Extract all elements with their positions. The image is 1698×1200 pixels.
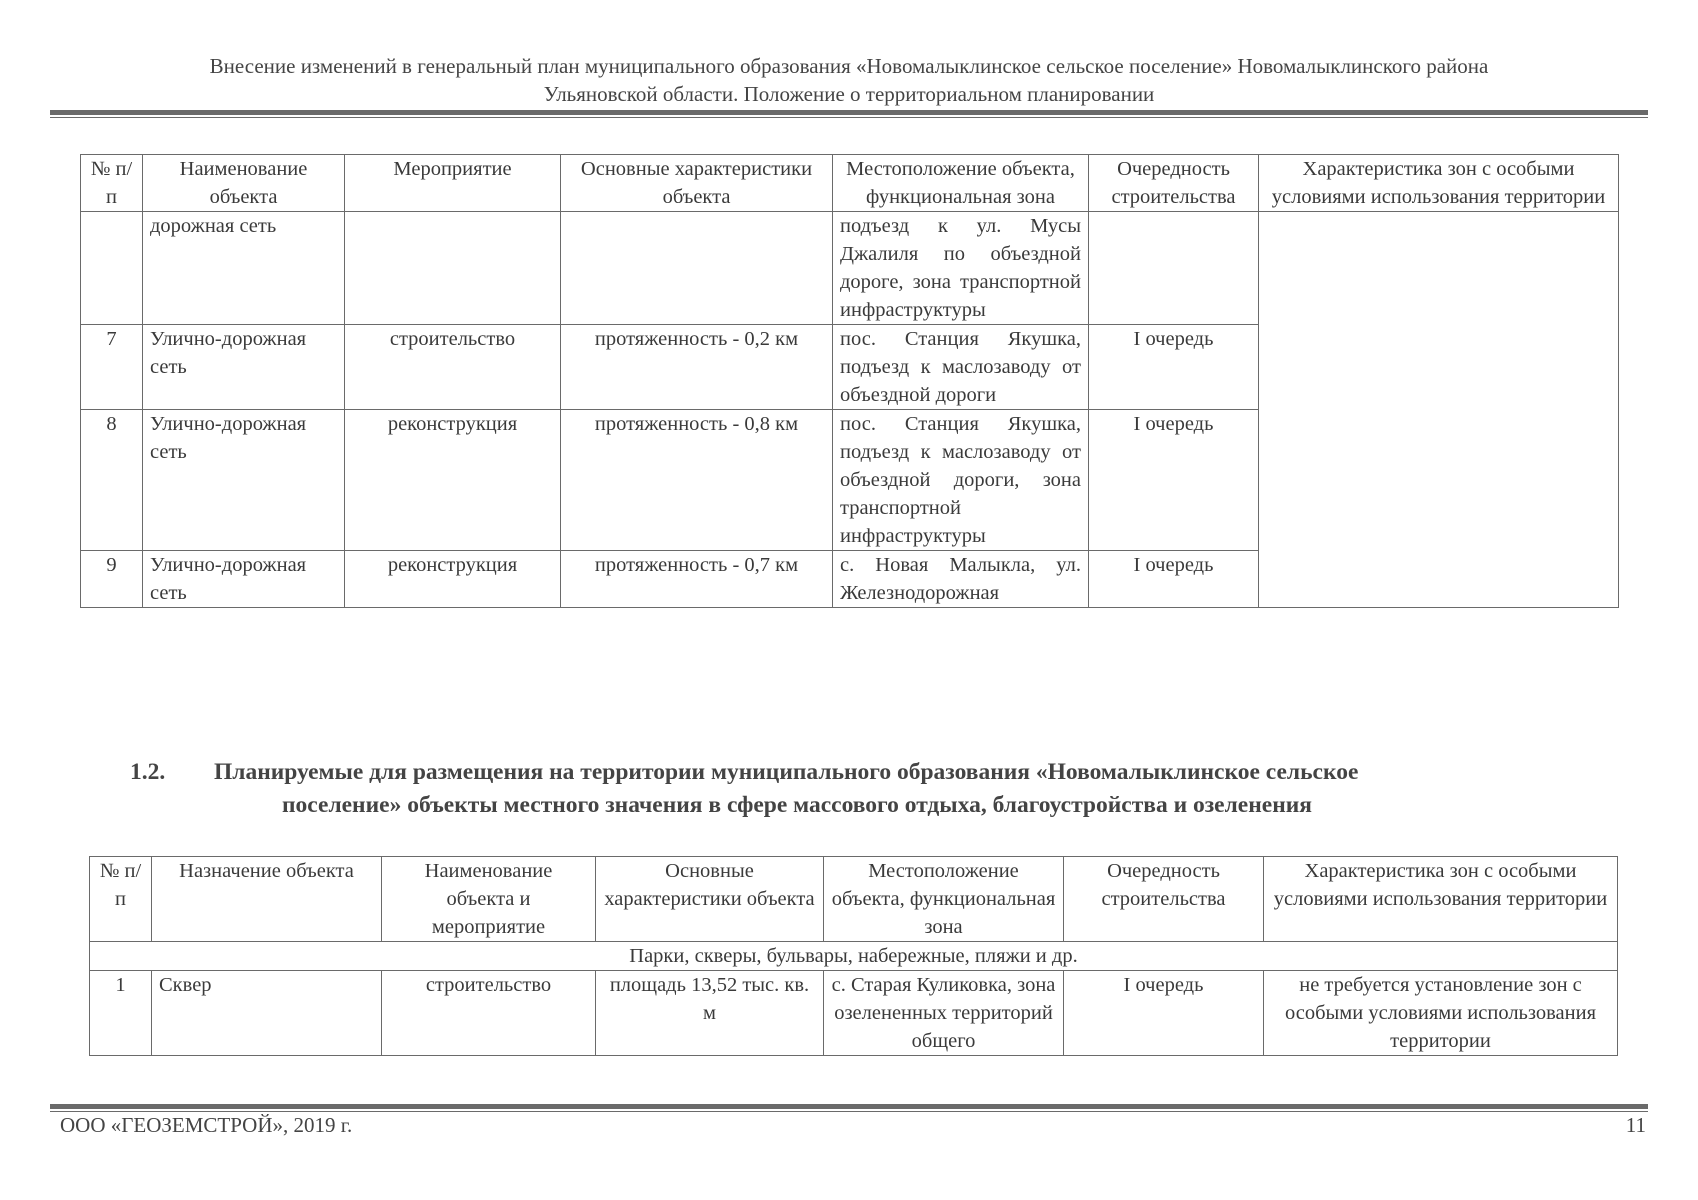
column-header: Мероприятие (345, 155, 561, 212)
section-heading (130, 756, 1600, 822)
cell-num: 7 (81, 325, 143, 410)
column-header: Основные характеристики объекта (596, 857, 824, 942)
cell-order: I очередь (1089, 325, 1259, 410)
cell-location: пос. Станция Якушка, подъезд к маслозаводу от объездной дороги (833, 325, 1089, 410)
cell-chars: протяженность - 0,7 км (561, 551, 833, 608)
page-number: 11 (1625, 1113, 1646, 1137)
section-number: 1.2. (130, 759, 166, 785)
cell-chars: площадь 13,52 тыс. кв. м (596, 971, 824, 1056)
header-rule (50, 110, 1648, 118)
cell-location: с. Новая Малыкла, ул. Железнодорожная (833, 551, 1089, 608)
cell-num: 8 (81, 410, 143, 551)
cell-name: Улично-дорожная сеть (143, 325, 345, 410)
column-header: Наименование объекта (143, 155, 345, 212)
cell-event: реконструкция (345, 410, 561, 551)
column-header: Назначение объекта (152, 857, 382, 942)
section-title-line-1: Планируемые для размещения на территории муниципального образования «Новомалыклинское сельское (214, 759, 1359, 785)
footer-company: ООО «ГЕОЗЕМСТРОЙ», 2019 г. (60, 1113, 353, 1137)
cell-event: строительство (345, 325, 561, 410)
column-header: № п/п (81, 155, 143, 212)
cell-num: 1 (90, 971, 152, 1056)
cell-name-event: строительство (382, 971, 596, 1056)
cell-zones: не требуется установление зон с особыми условиями использования территории (1264, 971, 1618, 1056)
column-header: Очередность строительства (1089, 155, 1259, 212)
column-header: Наименование объекта и мероприятие (382, 857, 596, 942)
column-header: Характеристика зон с особыми условиями использования территории (1259, 155, 1619, 212)
column-header: Местоположение объекта, функциональная зона (833, 155, 1089, 212)
table-row (81, 212, 1619, 325)
cell-name: Улично-дорожная сеть (143, 410, 345, 551)
cell-order: I очередь (1089, 410, 1259, 551)
column-header: Местоположение объекта, функциональная зона (824, 857, 1064, 942)
cell-name: Улично-дорожная сеть (143, 551, 345, 608)
cell-event: реконструкция (345, 551, 561, 608)
recreation-objects-table (89, 856, 1618, 1056)
group-row (90, 942, 1618, 971)
column-header: Очередность строительства (1064, 857, 1264, 942)
cell-order (1089, 212, 1259, 325)
header-line-1: Внесение изменений в генеральный план муниципального образования «Новомалыклинское сельское поселение» Новомалыклинского района (209, 54, 1489, 78)
document-header (50, 52, 1648, 108)
group-label: Парки, скверы, бульвары, набережные, пляжи и др. (90, 942, 1618, 971)
cell-order: I очередь (1064, 971, 1264, 1056)
table-header-row (90, 857, 1618, 942)
column-header: Основные характеристики объекта (561, 155, 833, 212)
table-header-row (81, 155, 1619, 212)
cell-zones-merged (1259, 212, 1619, 608)
cell-chars: протяженность - 0,8 км (561, 410, 833, 551)
road-network-table (80, 154, 1619, 608)
cell-num: 9 (81, 551, 143, 608)
cell-location: подъезд к ул. Мусы Джалиля по объездной дороге, зона транспортной инфраструктуры (833, 212, 1089, 325)
cell-num (81, 212, 143, 325)
column-header: Характеристика зон с особыми условиями использования территории (1264, 857, 1618, 942)
cell-name: дорожная сеть (143, 212, 345, 325)
cell-chars (561, 212, 833, 325)
column-header: № п/п (90, 857, 152, 942)
cell-location: с. Старая Куликовка, зона озелененных территорий общего (824, 971, 1064, 1056)
cell-event (345, 212, 561, 325)
footer-rule (50, 1104, 1648, 1112)
cell-purpose: Сквер (152, 971, 382, 1056)
cell-chars: протяженность - 0,2 км (561, 325, 833, 410)
header-line-2: Ульяновской области. Положение о территориальном планировании (543, 82, 1155, 106)
section-title-line-2: поселение» объекты местного значения в сфере массового отдыха, благоустройства и озеленения (282, 792, 1312, 818)
cell-order: I очередь (1089, 551, 1259, 608)
cell-location: пос. Станция Якушка, подъезд к маслозаводу от объездной дороги, зона транспортной инфраструктуры (833, 410, 1089, 551)
table-row (90, 971, 1618, 1056)
